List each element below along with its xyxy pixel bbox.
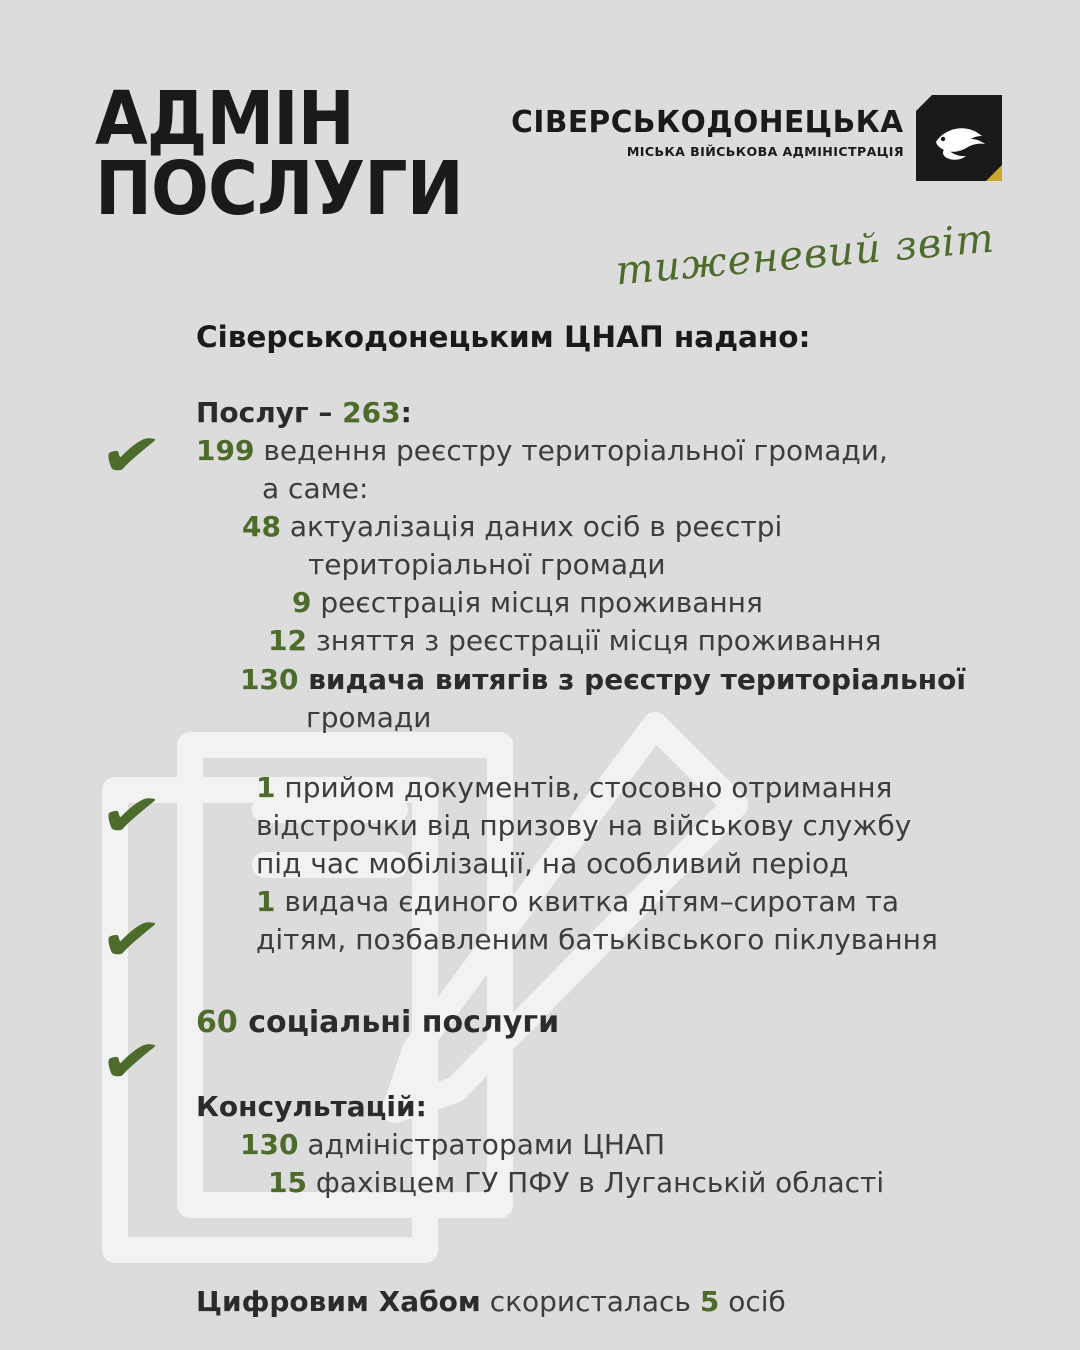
item-extracts-130-text: видача витягів з реєстру територіальної xyxy=(298,662,966,696)
item-orphan-ticket-1 xyxy=(220,883,1006,921)
item-orphan-ticket-1-cont: дітям, позбавленим батьківського піклування xyxy=(256,923,938,957)
services-total-value: 263 xyxy=(342,396,401,429)
report-body xyxy=(196,394,1006,1202)
item-mobilization-1-cont1: відстрочки від призову на військову службу xyxy=(256,808,912,842)
check-icon-registry: ✔ xyxy=(95,416,166,496)
organization-logo xyxy=(499,95,1002,181)
item-social-services-60 xyxy=(196,1003,1006,1044)
services-colon: : xyxy=(400,396,412,429)
consult-administrators-130-count: 130 xyxy=(240,1127,299,1161)
weekly-report-handwritten-label: тиженевий звіт xyxy=(613,215,997,295)
page-title-line-1: АДМІН xyxy=(95,76,354,162)
lead-statement: Сіверськодонецьким ЦНАП надано: xyxy=(196,320,811,354)
item-registry-199-count: 199 xyxy=(196,434,255,468)
page-title xyxy=(95,76,495,232)
item-extracts-130 xyxy=(240,661,1006,699)
item-extracts-130-cont: громади xyxy=(306,700,432,734)
item-orphan-ticket-1-text: видача єдиного квитка дітям–сиротам та xyxy=(275,884,900,918)
item-registry-199-text: ведення реєстру територіальної громади, xyxy=(254,434,888,468)
check-icon-mobilization: ✔ xyxy=(95,776,166,856)
item-registry-199-cont: а саме: xyxy=(262,472,369,506)
services-total-row xyxy=(196,394,1006,432)
consult-pfu-15 xyxy=(232,1164,1006,1202)
item-actualization-48-text: актуалізація даних осіб в реєстрі xyxy=(280,510,783,544)
digital-hub-end: осіб xyxy=(719,1285,786,1318)
item-mobilization-1-text: прийом документів, стосовно отримання xyxy=(275,770,893,804)
item-actualization-48-cont: територіальної громади xyxy=(308,548,666,582)
item-mobilization-1 xyxy=(220,769,1006,807)
item-mobilization-1-count: 1 xyxy=(256,770,276,804)
page-title-line-2: ПОСЛУГИ xyxy=(95,145,463,232)
consult-pfu-15-text: фахівцем ГУ ПФУ в Луганській області xyxy=(306,1166,885,1200)
item-orphan-ticket-1-count: 1 xyxy=(256,884,276,918)
item-registration-9-count: 9 xyxy=(292,586,312,620)
item-registration-9 xyxy=(266,584,1006,622)
item-actualization-48-count: 48 xyxy=(242,510,281,544)
item-mobilization-1-cont2: під час мобілізації, на особливий період xyxy=(256,846,849,880)
item-extracts-130-count: 130 xyxy=(240,662,299,696)
consultations-label: Консультацій: xyxy=(196,1089,427,1123)
item-deregistration-12 xyxy=(254,622,1006,660)
logo-organization-name: СІВЕРСЬКОДОНЕЦЬКА xyxy=(511,105,904,140)
item-social-services-60-text: соціальні послуги xyxy=(237,1005,560,1041)
item-social-services-60-count: 60 xyxy=(196,1005,238,1041)
check-icon-social-services: ✔ xyxy=(95,1022,166,1102)
services-label: Послуг – xyxy=(196,396,343,429)
digital-hub-mid: скористалась xyxy=(480,1285,700,1318)
digital-hub-count: 5 xyxy=(699,1285,720,1318)
logo-organization-subtitle: МІСЬКА ВІЙСЬКОВА АДМІНІСТРАЦІЯ xyxy=(626,144,904,159)
item-registration-9-text: реєстрація місця проживання xyxy=(311,586,763,620)
item-actualization-48 xyxy=(242,508,1006,546)
consult-pfu-15-count: 15 xyxy=(268,1166,307,1200)
item-deregistration-12-count: 12 xyxy=(268,624,307,658)
check-icon-orphan-ticket: ✔ xyxy=(95,900,166,980)
logo-emblem-icon xyxy=(916,95,1002,181)
digital-hub-label: Цифровим Хабом xyxy=(196,1285,481,1318)
item-registry-199 xyxy=(196,432,1006,470)
consult-administrators-130-text: адміністраторами ЦНАП xyxy=(298,1127,666,1161)
item-deregistration-12-text: зняття з реєстрації місця проживання xyxy=(306,624,882,658)
digital-hub-footer xyxy=(196,1285,786,1318)
consult-administrators-130 xyxy=(218,1126,1006,1164)
